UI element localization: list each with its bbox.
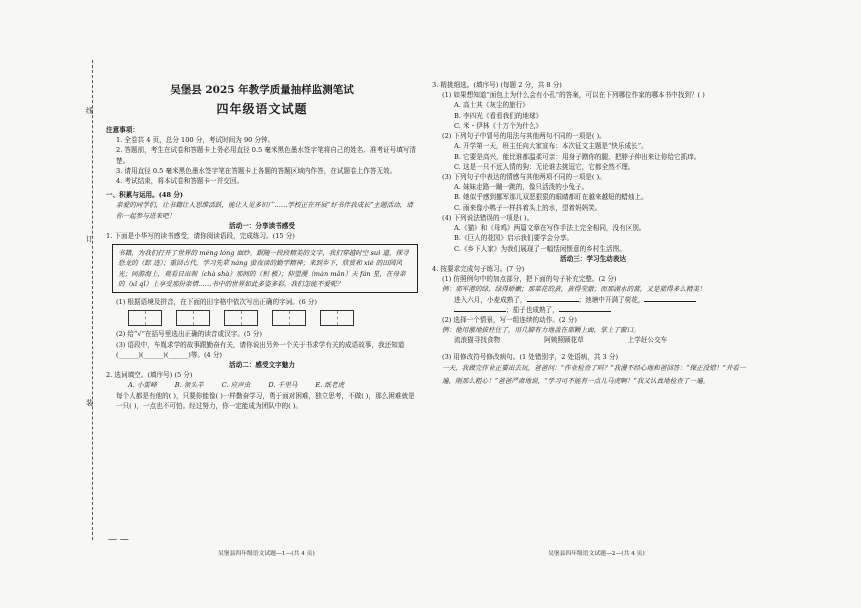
q3-2-option-a: A. 开学第一天，班主任向大家宣布：本次征文主题是“快乐成长”。 [454, 142, 648, 151]
question-3-2: (2) 下列句子中冒号的用法与其他两句不同的一项是( )。 [442, 132, 606, 141]
question-4-3: (3) 用修改符号修改病句。(1 处错别字，2 处语病，共 3 分) [442, 352, 619, 361]
page-2 [432, 80, 754, 388]
answer-blank[interactable] [559, 305, 611, 312]
q3-4-option-c: C.《乡下人家》为我们展现了一幅恬闲惬意的乡村生活图。 [454, 244, 626, 253]
notice-4: 4. 考试结束，将本试卷和答题卡一并交回。 [116, 176, 244, 185]
scenario-1: 流浪猫寻找食物 [454, 336, 501, 345]
option-e: E. 纸老虎 [315, 381, 345, 390]
q4-1-part-c: ；茄子也成熟了， [506, 305, 559, 314]
question-4-1-line-2 [432, 305, 754, 315]
q3-2-option-b: B. 它要是高兴，能比谁都温柔可亲：用身子蹭你的腿，把脖子伸出来让你给它抓痒。 [454, 152, 701, 161]
question-2: 2. 选词填空。(填序号) (5 分) [106, 371, 193, 380]
scenario-2: 阿姨照顾花草 [544, 336, 584, 345]
grid-cell[interactable] [272, 310, 306, 326]
notice-3: 3. 请用直径 0.5 毫米黑色墨水签字笔在答题卡上各题的答题区域内作答，在试题卷上作答无效。 [116, 166, 397, 175]
question-4-3-text: 一天，我做完作业正要出去玩，爸爸问：“作业检查了吗？”我漫不经心地和爸回答：“保正没错！”并看一遍，刚那么粗心！”爸爸严肃地说，“学习可不能有一点儿马虎啊！”我又认真地检查了一遍。 [442, 363, 746, 386]
question-4-2: (2) 选择一个情景，写一组连续的动作。(2 分) [442, 316, 577, 325]
q3-3-option-c: C. 雨来像小鸭子一样抖着头上的水，望着妈妈笑。 [454, 203, 602, 212]
page-1-footer: 吴堡县四年级语文试题—1—(共 4 页) [218, 551, 315, 557]
page-2-footer: 吴堡县四年级语文试题—2—(共 4 页) [548, 551, 645, 557]
question-3: 3. 精挑细选。(填序号) (每题 2 分，共 8 分) [432, 81, 562, 89]
notice-2: 2. 答题前，考生在试卷和答题卡上务必用直径 0.5 毫米黑色墨水签字笔将自己的姓名、准考证号填写清楚。 [116, 146, 417, 165]
section-1: 一、积累与运用。(48 分) [106, 191, 184, 200]
q3-1-option-c: C. 米・伊林《十万个为什么》 [454, 121, 543, 130]
answer-blank[interactable] [527, 295, 579, 302]
question-4-1-line [432, 295, 754, 305]
q3-3-option-a: A. 妹妹走路一蹦一跳的，像只活泼的小兔子。 [454, 183, 589, 192]
grid-cell[interactable] [176, 310, 210, 326]
option-c: C. 应声虫 [221, 381, 251, 390]
notice-1: 1. 全卷共 4 页，总分 100 分，考试时间为 90 分钟。 [116, 136, 275, 145]
grid-cell[interactable] [320, 310, 354, 326]
activity-3: 活动三：学习生动表达 [560, 254, 626, 263]
activity-2: 活动二：感受文字魅力 [229, 361, 295, 370]
option-d: D. 千里马 [268, 381, 298, 390]
question-4-1-example: 例：那军港的绿，绿得娇嫩；那菜花的黄，黄得莹澈；而那湖水的蓝，又是蓝得多么精美！ [442, 285, 706, 294]
reading-passage: 书籍，为我们打开了世界的 méng lóng 面纱。跟随一段段精美的文字，我们穿越时空 suì 道，探寻恐龙的（踪 迹）；重回古代，学习先辈 náng 萤夜读的勤学精神；来到乡下，欣赏和 xié 的田园风光；同游海上，观看日出刹（chà shà）那间的（积 极）；仰望漫（màn mǎn）天 fán 星，在母亲的（xǐ qǐ）上享受那份亲情……书中的世界如此多姿多彩，我们怎能不爱呢？ [112, 244, 418, 293]
binding-line [92, 60, 93, 540]
question-4: 4. 按要求完成句子练习。(7 分) [432, 264, 525, 273]
exam-subtitle: 四年级语文试题 [216, 102, 308, 117]
question-1-1: (1) 根据语境及拼音，在下面的田字格中依次写出正确的字词。(6 分) [116, 298, 317, 307]
q3-4-option-a: A.《猫》和《母鸡》两篇文章在写作手法上完全相同，没有区别。 [454, 224, 646, 233]
question-4-1: (1) 仿照例句中的加点部分，把下面的句子补充完整。(2 分) [442, 275, 617, 284]
q4-1-part-a: 进入六月，小麦成熟了， [454, 295, 527, 304]
scenario-options [432, 335, 754, 345]
question-4-2-example: 例：他用激地拔柱住了，用几脚有力地盖在那颗上面，掌上了窗口。 [442, 326, 640, 335]
q3-2-option-c: C. 这是一只不近人情的狗：无论谁去挑逗它，它都全然不理。 [454, 162, 635, 171]
q4-1-part-b: ；池塘中开满了荷花， [578, 295, 645, 304]
question-1: 1. 下面是小华写的读书感受，请你阅读语段，完成练习。(15 分) [106, 232, 295, 241]
word-options [106, 380, 418, 390]
scenario-3: 上学赶公交车 [627, 336, 668, 345]
page-1 [106, 82, 418, 411]
activity-1: 活动一：分享读书感受 [229, 221, 295, 230]
answer-blank[interactable] [644, 295, 696, 302]
question-3-1: (1) 如果想知道“面包上为什么会有小孔”的答案，可以在下列哪位作家的哪本书中找到？( ) [442, 91, 705, 100]
answer-grid [128, 310, 418, 326]
option-a: A. 小雷峰 [128, 381, 157, 390]
question-1-3: (3) 语段中，车胤求学的故事跟勤奋有关，请你说出另外一个关于书求学有关的成语故事，我还知道(______)(______)(______)等。(4 分) [116, 340, 405, 359]
q3-1-option-b: B. 李四光《看看我们的地球》 [454, 111, 543, 120]
exam-title: 吴堡县 2025 年教学质量抽样监测笔试 [170, 84, 354, 96]
intro-text: 亲爱的同学们，让书籍让人思维活跃，能让人见多识广……学校正在开展“好书伴我成长”主题活动，请你一起参与进来吧！ [116, 201, 413, 220]
margin-label-line: 线 [86, 107, 93, 115]
option-b: B. 领头羊 [174, 381, 204, 390]
margin-label-bind: 装 [86, 399, 93, 407]
answer-blank[interactable] [454, 305, 506, 312]
question-2-text: 每个人都是有他的( )，只要你能像( )一样勤奋学习，勇于面对困难，独立思考，不做( )，那么困难就是一只( )，一点也不可怕。经过努力，你一定能成为团队中的( )。 [116, 391, 415, 410]
question-3-3: (3) 下列句子中表达的情感与其他两项不同的一项是( )。 [442, 172, 606, 181]
q3-4-option-b: B.《巨人的花园》启示我们要学会分享。 [454, 234, 574, 243]
q3-1-option-a: A. 高士其《灰尘的旅行》 [454, 101, 529, 110]
grid-cell[interactable] [224, 310, 258, 326]
notice-heading: 注意事项： [106, 125, 139, 134]
margin-label-order: 订 [86, 235, 93, 243]
grid-cell[interactable] [128, 310, 162, 326]
q3-3-option-b: B. 她似乎感到挪军那儿双恶狠狠的眼睛都盯在越来越短的蜡烛上。 [454, 193, 648, 202]
question-3-4: (4) 下列说法错误的一项是( )。 [442, 213, 534, 222]
corner-mark: — — [108, 535, 129, 545]
question-1-2: (2) 给“√”在括号里选出正确的读音或汉字。(5 分) [116, 330, 262, 339]
